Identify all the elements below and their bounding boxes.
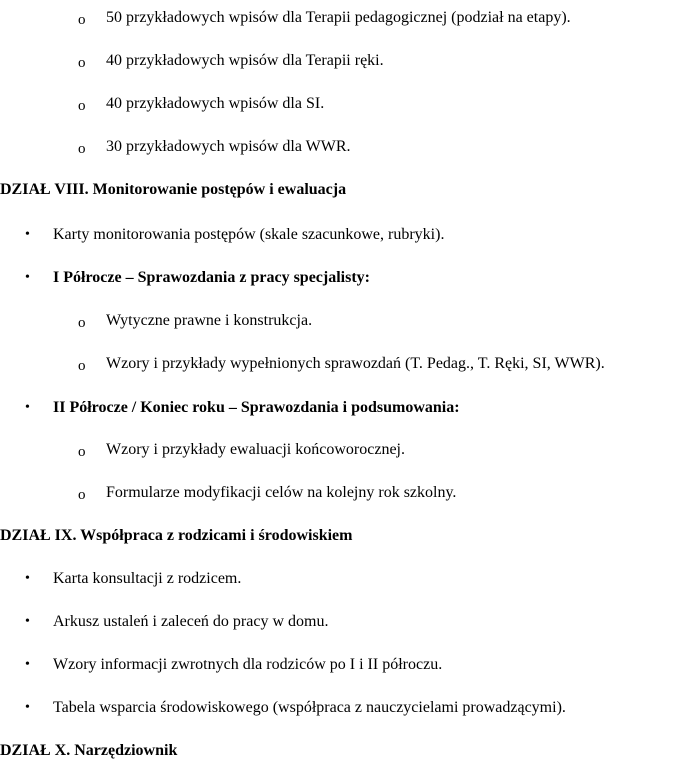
sub-bullet: o bbox=[78, 12, 86, 28]
list-item: Wzory i przykłady ewaluacji końcoworocznej. bbox=[106, 441, 405, 458]
list-item: 40 przykładowych wpisów dla SI. bbox=[106, 95, 325, 112]
sub-bullet: o bbox=[78, 487, 86, 503]
list-item: Wzory i przykłady wypełnionych sprawozdań (T. Pedag., T. Ręki, SI, WWR). bbox=[106, 355, 605, 372]
list-item: Wytyczne prawne i konstrukcja. bbox=[106, 312, 313, 329]
sub-bullet: o bbox=[78, 444, 86, 460]
list-item: 50 przykładowych wpisów dla Terapii pedagogicznej (podział na etapy). bbox=[106, 9, 571, 26]
list-item: Tabela wsparcia środowiskowego (współpraca z nauczycielami prowadzącymi). bbox=[53, 699, 566, 716]
bullet: • bbox=[25, 571, 30, 586]
list-item: Arkusz ustaleń i zaleceń do pracy w domu. bbox=[53, 613, 329, 630]
section-heading: DZIAŁ X. Narzędziownik bbox=[0, 742, 178, 759]
sub-bullet: o bbox=[78, 358, 86, 374]
sub-bullet: o bbox=[78, 141, 86, 157]
bullet: • bbox=[25, 614, 30, 629]
bullet: • bbox=[25, 270, 30, 285]
bullet: • bbox=[25, 400, 30, 415]
list-item: Wzory informacji zwrotnych dla rodziców po I i II półroczu. bbox=[53, 656, 443, 673]
bullet: • bbox=[25, 700, 30, 715]
sub-bullet: o bbox=[78, 55, 86, 71]
section-heading: DZIAŁ IX. Współpraca z rodzicami i środowiskiem bbox=[0, 527, 353, 544]
list-item: Formularze modyfikacji celów na kolejny rok szkolny. bbox=[106, 484, 457, 501]
list-item: Karta konsultacji z rodzicem. bbox=[53, 570, 242, 587]
list-item-bold: I Półrocze – Sprawozdania z pracy specjalisty: bbox=[53, 269, 370, 286]
section-heading: DZIAŁ VIII. Monitorowanie postępów i ewaluacja bbox=[0, 181, 347, 198]
sub-bullet: o bbox=[78, 98, 86, 114]
list-item: 30 przykładowych wpisów dla WWR. bbox=[106, 138, 351, 155]
bullet: • bbox=[25, 227, 30, 242]
list-item-bold: II Półrocze / Koniec roku – Sprawozdania i podsumowania: bbox=[53, 399, 460, 416]
sub-bullet: o bbox=[78, 315, 86, 331]
bullet: • bbox=[25, 657, 30, 672]
list-item: 40 przykładowych wpisów dla Terapii ręki. bbox=[106, 52, 384, 69]
list-item: Karty monitorowania postępów (skale szacunkowe, rubryki). bbox=[53, 226, 445, 243]
